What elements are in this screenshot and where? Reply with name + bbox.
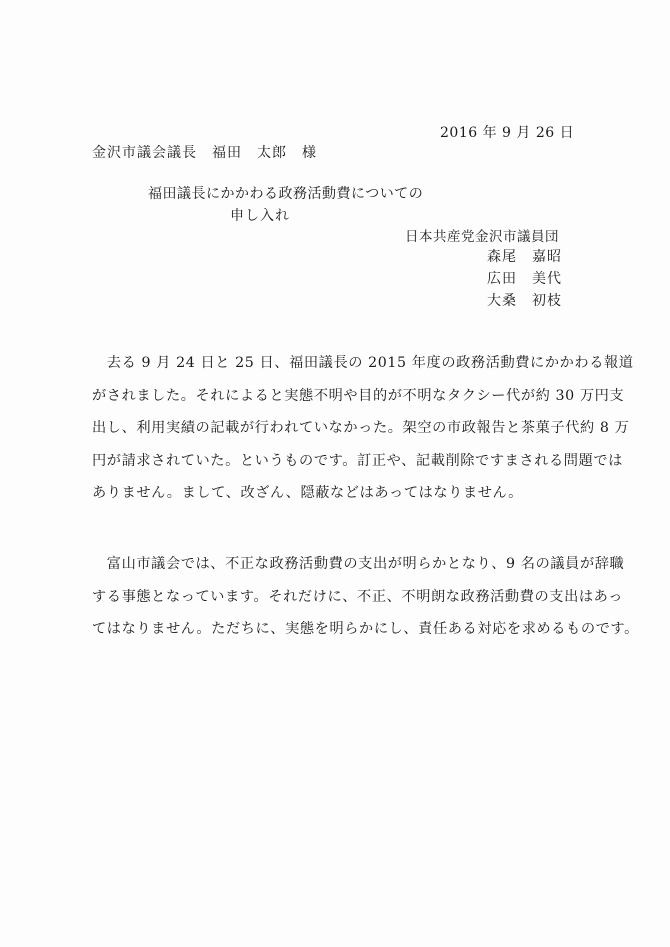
paragraph-line: がされました。それによると実態不明や目的が不明なタクシー代が約 30 万円支	[92, 387, 625, 404]
paragraph-line: 富山市議会では、不正な政務活動費の支出が明らかとなり、9 名の議員が辞職	[92, 556, 625, 572]
paragraph-line: てはなりません。ただちに、実態を明らかにし、責任ある対応を求めるものです。	[92, 621, 639, 637]
paragraph-line: 去る 9 月 24 日と 25 日、福田議長の 2015 年度の政務活動費にかかわる報道	[92, 355, 634, 371]
paragraph-line: 出し、利用実績の記載が行われていなかった。架空の市政報告と茶菓子代約 8 万	[92, 420, 630, 436]
subject-line-2: 申し入れ	[230, 208, 290, 224]
document-date: 2016 年 9 月 26 日	[440, 125, 575, 141]
sender-member: 森尾 嘉昭	[487, 249, 562, 265]
addressee: 金沢市議会議長 福田 太郎 様	[92, 145, 317, 161]
sender-member: 大桑 初枝	[487, 293, 562, 309]
paragraph-line: 円が請求されていた。というものです。訂正や、記載削除ですまされる問題では	[92, 452, 623, 469]
paragraph-line: ありません。まして、改ざん、隠蔽などはあってはなりません。	[92, 485, 523, 501]
body-paragraph-2	[92, 548, 639, 646]
sender-organization: 日本共産党金沢市議員団	[405, 229, 559, 245]
paragraph-line: する事態となっています。それだけに、不正、不明朗な政務活動費の支出はあっ	[92, 588, 624, 605]
sender-member: 広田 美代	[487, 271, 562, 287]
body-paragraph-1	[92, 347, 634, 510]
subject-line-1: 福田議長にかかわる政務活動費についての	[148, 186, 424, 202]
